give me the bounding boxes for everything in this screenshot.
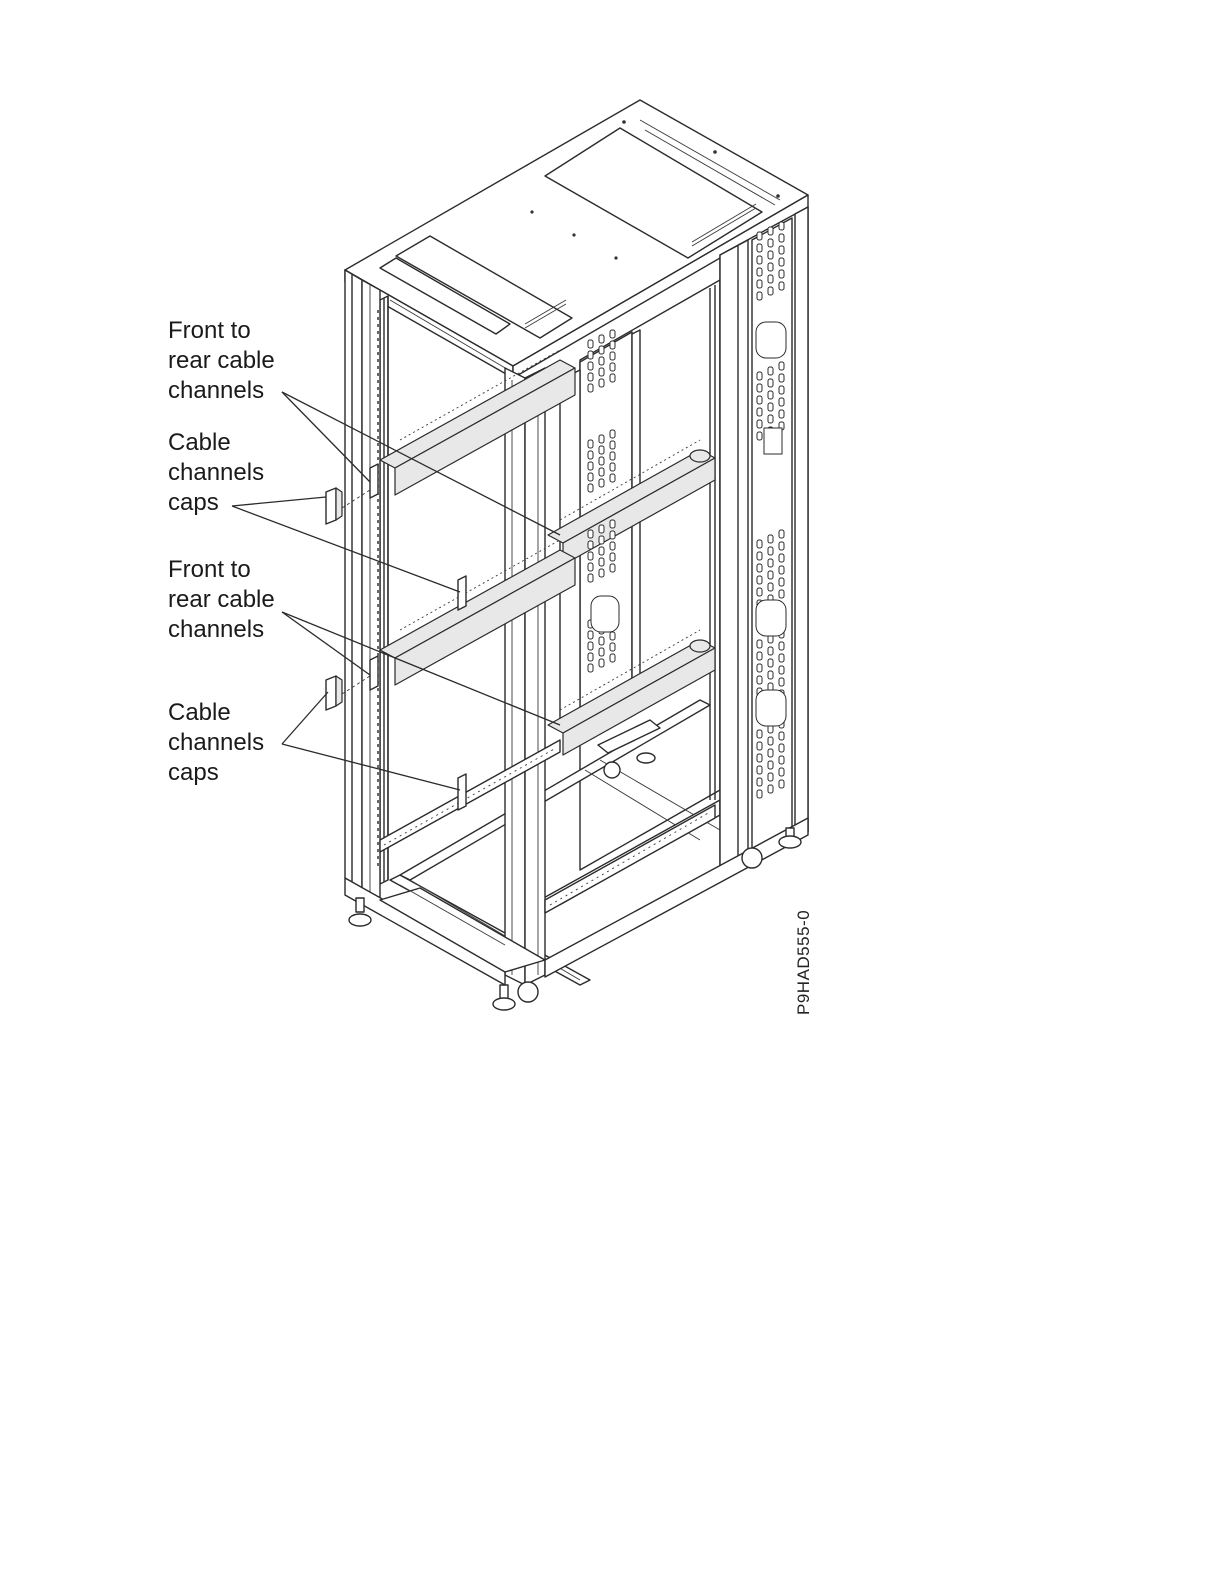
callout-cable-caps-upper: Cable channels caps xyxy=(168,429,265,516)
callout-front-to-rear-lower: Front to rear cable channels xyxy=(168,556,275,643)
callout-front-to-rear-upper: Front to rear cable channels xyxy=(168,317,275,404)
callout-cable-caps-lower: Cable channels caps xyxy=(168,699,265,786)
figure-id: P9HAD555-0 xyxy=(794,909,813,1015)
rack-front-post xyxy=(505,368,545,985)
rack-right-side xyxy=(720,207,808,880)
rack-left-side xyxy=(345,270,380,898)
